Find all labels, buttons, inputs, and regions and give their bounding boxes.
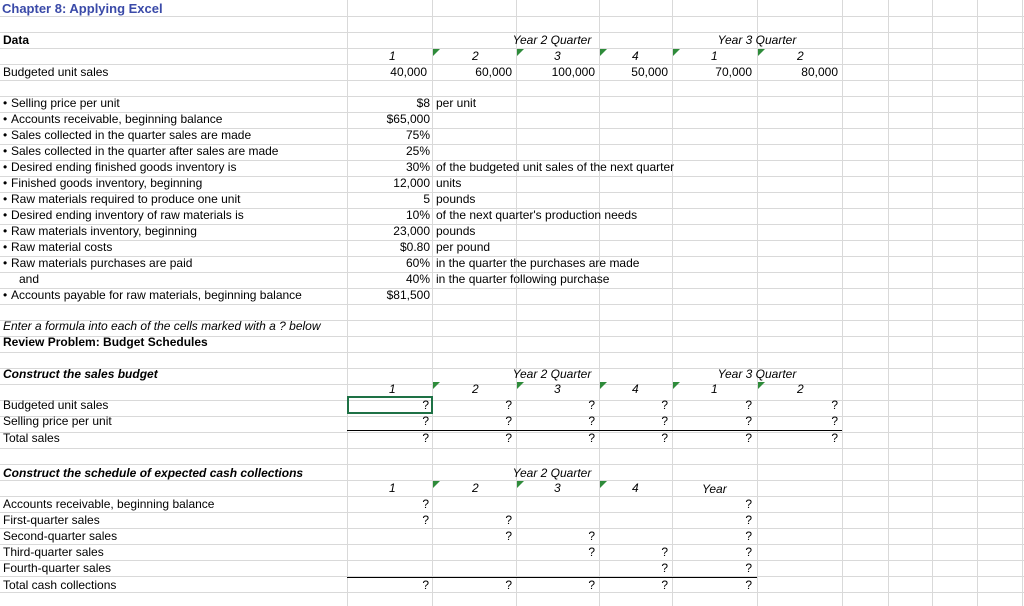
data-item-value[interactable]: 30% xyxy=(405,160,430,174)
cash-cell[interactable] xyxy=(516,497,595,512)
cash-cell[interactable] xyxy=(347,529,429,544)
cash-year2-quarter-header[interactable]: Year 2 Quarter xyxy=(512,466,592,480)
data-q-number[interactable]: 3 xyxy=(554,49,561,63)
grid-row-line xyxy=(0,592,1024,593)
sales-year3-quarter-header[interactable]: Year 3 Quarter xyxy=(717,367,797,381)
sales-cell[interactable]: ? xyxy=(422,398,429,412)
error-indicator-icon xyxy=(517,382,524,389)
cash-cell[interactable] xyxy=(599,513,668,528)
review-problem-title[interactable]: Review Problem: Budget Schedules xyxy=(3,335,208,349)
cash-row-label[interactable]: First-quarter sales xyxy=(3,513,100,527)
sales-cell[interactable]: ? xyxy=(588,431,595,445)
data-item-note[interactable]: of the budgeted unit sales of the next quarter xyxy=(436,160,675,174)
cash-cell[interactable] xyxy=(599,497,668,512)
data-item-value[interactable]: 40% xyxy=(405,272,430,286)
data-item-value[interactable]: $8 xyxy=(416,96,430,110)
error-indicator-icon xyxy=(673,49,680,56)
grid-row-line xyxy=(0,512,1024,513)
grid-row-line xyxy=(0,544,1024,545)
grid-row-line xyxy=(0,560,1024,561)
error-indicator-icon xyxy=(433,481,440,488)
grid-col-line xyxy=(757,0,758,606)
sales-cell[interactable]: ? xyxy=(505,414,512,428)
data-item-bullet: • xyxy=(3,240,8,254)
error-indicator-icon xyxy=(600,49,607,56)
data-item-label[interactable]: Raw materials purchases are paid xyxy=(11,256,193,270)
data-item-label[interactable]: Raw materials inventory, beginning xyxy=(11,224,197,238)
data-item-label[interactable]: Finished goods inventory, beginning xyxy=(11,176,203,190)
cash-cell[interactable]: ? xyxy=(661,578,668,592)
error-indicator-icon xyxy=(673,382,680,389)
cash-cell[interactable]: ? xyxy=(422,578,429,592)
cash-cell[interactable]: ? xyxy=(505,529,512,543)
cash-cell[interactable]: ? xyxy=(745,578,752,592)
error-indicator-icon xyxy=(517,481,524,488)
cash-cell[interactable] xyxy=(432,545,512,560)
grid-col-line xyxy=(888,0,889,606)
cash-cell[interactable]: ? xyxy=(422,513,429,527)
grid-col-line xyxy=(977,0,978,606)
sales-cell[interactable]: ? xyxy=(831,414,838,428)
cash-cell[interactable]: ? xyxy=(745,545,752,559)
data-item-value[interactable]: 10% xyxy=(405,208,430,222)
sales-cell[interactable]: ? xyxy=(661,414,668,428)
grid-row-line xyxy=(0,64,1024,65)
data-item-bullet: • xyxy=(3,176,8,190)
cash-cell[interactable]: ? xyxy=(588,529,595,543)
cash-cell[interactable]: ? xyxy=(422,497,429,511)
error-indicator-icon xyxy=(433,382,440,389)
instruction-text[interactable]: Enter a formula into each of the cells marked with a ? below xyxy=(3,319,321,333)
error-indicator-icon xyxy=(517,49,524,56)
sales-cell[interactable]: ? xyxy=(661,431,668,445)
sales-q-number[interactable]: 2 xyxy=(797,382,804,396)
grid-row-line xyxy=(0,448,1024,449)
sales-cell[interactable]: ? xyxy=(588,414,595,428)
error-indicator-icon xyxy=(758,49,765,56)
data-item-label[interactable]: Desired ending finished goods inventory is xyxy=(11,160,237,174)
data-item-note[interactable]: units xyxy=(436,176,462,190)
sales-cell[interactable]: ? xyxy=(588,398,595,412)
cash-row-label[interactable]: Accounts receivable, beginning balance xyxy=(3,497,215,511)
sales-q-number[interactable]: 2 xyxy=(472,382,479,396)
cash-cell[interactable] xyxy=(599,529,668,544)
year3-quarter-header[interactable]: Year 3 Quarter xyxy=(717,33,797,47)
cash-q-number[interactable]: 2 xyxy=(472,481,479,495)
cash-cell[interactable]: ? xyxy=(505,513,512,527)
data-item-bullet: • xyxy=(3,112,8,126)
data-item-note[interactable]: in the quarter following purchase xyxy=(436,272,610,286)
grid-row-line xyxy=(0,240,1024,241)
data-item-bullet: • xyxy=(3,144,8,158)
cash-cell[interactable] xyxy=(347,545,429,560)
data-item-value[interactable]: 12,000 xyxy=(393,176,430,190)
data-q-number[interactable]: 2 xyxy=(472,49,479,63)
cash-cell[interactable] xyxy=(516,513,595,528)
grid-col-line xyxy=(932,0,933,606)
grid-row-line xyxy=(0,80,1024,81)
sheet-title: Chapter 8: Applying Excel xyxy=(2,1,163,16)
cash-row-label[interactable]: Fourth-quarter sales xyxy=(3,561,112,575)
grid-row-line xyxy=(0,464,1024,465)
grid-col-line xyxy=(842,0,843,606)
cash-cell[interactable]: ? xyxy=(588,578,595,592)
data-item-label[interactable]: Accounts payable for raw materials, beginning balance xyxy=(11,288,302,302)
budgeted-value[interactable]: 40,000 xyxy=(390,65,427,79)
sales-cell[interactable]: ? xyxy=(505,398,512,412)
sales-cell[interactable]: ? xyxy=(745,431,752,445)
cash-cell[interactable] xyxy=(516,561,595,576)
data-item-value[interactable]: 23,000 xyxy=(393,224,430,238)
sales-q-number[interactable]: 1 xyxy=(389,382,396,396)
budgeted-value[interactable]: 70,000 xyxy=(715,65,752,79)
data-item-label[interactable]: Sales collected in the quarter after sales are made xyxy=(11,144,279,158)
grid-row-line xyxy=(0,96,1024,97)
grid-row-line xyxy=(0,304,1024,305)
sales-cell[interactable]: ? xyxy=(505,431,512,445)
cash-collections-title[interactable]: Construct the schedule of expected cash collections xyxy=(3,466,304,480)
sales-row-label[interactable]: Selling price per unit xyxy=(3,414,112,428)
cash-cell[interactable]: ? xyxy=(661,545,668,559)
cash-cell[interactable]: ? xyxy=(588,545,595,559)
error-indicator-icon xyxy=(600,481,607,488)
sales-cell[interactable]: ? xyxy=(422,414,429,428)
grid-row-line xyxy=(0,400,1024,401)
budgeted-value[interactable]: 50,000 xyxy=(631,65,668,79)
grid-row-line xyxy=(0,416,1024,417)
grid-row-line xyxy=(0,48,1024,49)
cash-row-label[interactable]: Third-quarter sales xyxy=(3,545,104,559)
data-item-bullet: • xyxy=(3,192,8,206)
budgeted-value[interactable]: 100,000 xyxy=(551,65,595,79)
error-indicator-icon xyxy=(600,382,607,389)
cash-cell[interactable] xyxy=(432,497,512,512)
error-indicator-icon xyxy=(433,49,440,56)
sales-row-label[interactable]: Total sales xyxy=(3,431,60,445)
budgeted-value[interactable]: 80,000 xyxy=(801,65,838,79)
cash-cell[interactable] xyxy=(432,561,512,576)
data-item-value[interactable]: 60% xyxy=(405,256,430,270)
sales-cell[interactable]: ? xyxy=(831,398,838,412)
sales-cell[interactable]: ? xyxy=(831,431,838,445)
sales-cell[interactable]: ? xyxy=(422,431,429,445)
sales-year2-quarter-header[interactable]: Year 2 Quarter xyxy=(512,367,592,381)
data-item-value[interactable]: 25% xyxy=(405,144,430,158)
cash-cell[interactable]: ? xyxy=(745,529,752,543)
cash-cell[interactable]: ? xyxy=(745,497,752,511)
grid-col-line xyxy=(1022,0,1023,606)
data-item-label[interactable]: Sales collected in the quarter sales are made xyxy=(11,128,252,142)
grid-row-line xyxy=(0,528,1024,529)
data-item-note[interactable]: per pound xyxy=(436,240,491,254)
data-item-value[interactable]: $81,500 xyxy=(386,288,430,302)
data-label[interactable]: Data xyxy=(3,33,30,47)
data-item-value[interactable]: $0.80 xyxy=(399,240,430,254)
data-item-label[interactable]: Raw material costs xyxy=(11,240,113,254)
cash-row-label[interactable]: Total cash collections xyxy=(3,578,117,592)
data-item-note[interactable]: pounds xyxy=(436,192,476,206)
cash-cell[interactable]: ? xyxy=(505,578,512,592)
sales-budget-title[interactable]: Construct the sales budget xyxy=(3,367,158,381)
cash-cell[interactable] xyxy=(347,561,429,576)
cash-year-label[interactable]: Year xyxy=(702,482,727,496)
cash-cell[interactable]: ? xyxy=(745,513,752,527)
data-item-bullet: • xyxy=(3,96,8,110)
budgeted-value[interactable]: 60,000 xyxy=(475,65,512,79)
data-item-value[interactable]: $65,000 xyxy=(386,112,430,126)
budgeted-unit-sales-label[interactable]: Budgeted unit sales xyxy=(3,65,109,79)
data-item-bullet: • xyxy=(3,224,8,238)
data-item-label[interactable]: Raw materials required to produce one unit xyxy=(11,192,241,206)
sales-cell[interactable]: ? xyxy=(745,414,752,428)
grid-row-line xyxy=(0,384,1024,385)
data-item-label[interactable]: Accounts receivable, beginning balance xyxy=(11,112,223,126)
data-item-note[interactable]: of the next quarter's production needs xyxy=(436,208,638,222)
data-item-label[interactable]: Selling price per unit xyxy=(11,96,120,110)
data-item-bullet: • xyxy=(3,208,8,222)
data-q-number[interactable]: 2 xyxy=(797,49,804,63)
cash-row-label[interactable]: Second-quarter sales xyxy=(3,529,118,543)
data-item-note[interactable]: per unit xyxy=(436,96,477,110)
data-item-bullet: • xyxy=(3,288,8,302)
data-item-value[interactable]: 5 xyxy=(423,192,430,206)
data-q-number[interactable]: 1 xyxy=(711,49,718,63)
cash-q-number[interactable]: 3 xyxy=(554,481,561,495)
grid-row-line xyxy=(0,432,1024,433)
cash-q-number[interactable]: 1 xyxy=(389,481,396,495)
cash-cell[interactable]: ? xyxy=(661,561,668,575)
sales-q-number[interactable]: 3 xyxy=(554,382,561,396)
data-q-number[interactable]: 1 xyxy=(389,49,396,63)
data-item-value[interactable]: 75% xyxy=(405,128,430,142)
cash-cell[interactable]: ? xyxy=(745,561,752,575)
data-item-label[interactable]: and xyxy=(19,272,40,286)
error-indicator-icon xyxy=(758,382,765,389)
data-item-note[interactable]: in the quarter the purchases are made xyxy=(436,256,640,270)
cash-q-number[interactable]: 4 xyxy=(632,481,639,495)
data-item-note[interactable]: pounds xyxy=(436,224,476,238)
year2-quarter-header[interactable]: Year 2 Quarter xyxy=(512,33,592,47)
sales-q-number[interactable]: 1 xyxy=(711,382,718,396)
grid-row-line xyxy=(0,352,1024,353)
data-item-bullet: • xyxy=(3,128,8,142)
sales-cell[interactable]: ? xyxy=(661,398,668,412)
sales-cell[interactable]: ? xyxy=(745,398,752,412)
sales-row-label[interactable]: Budgeted unit sales xyxy=(3,398,109,412)
data-item-bullet: • xyxy=(3,256,8,270)
data-item-label[interactable]: Desired ending inventory of raw materials is xyxy=(11,208,244,222)
data-item-bullet: • xyxy=(3,160,8,174)
sales-q-number[interactable]: 4 xyxy=(632,382,639,396)
data-q-number[interactable]: 4 xyxy=(632,49,639,63)
